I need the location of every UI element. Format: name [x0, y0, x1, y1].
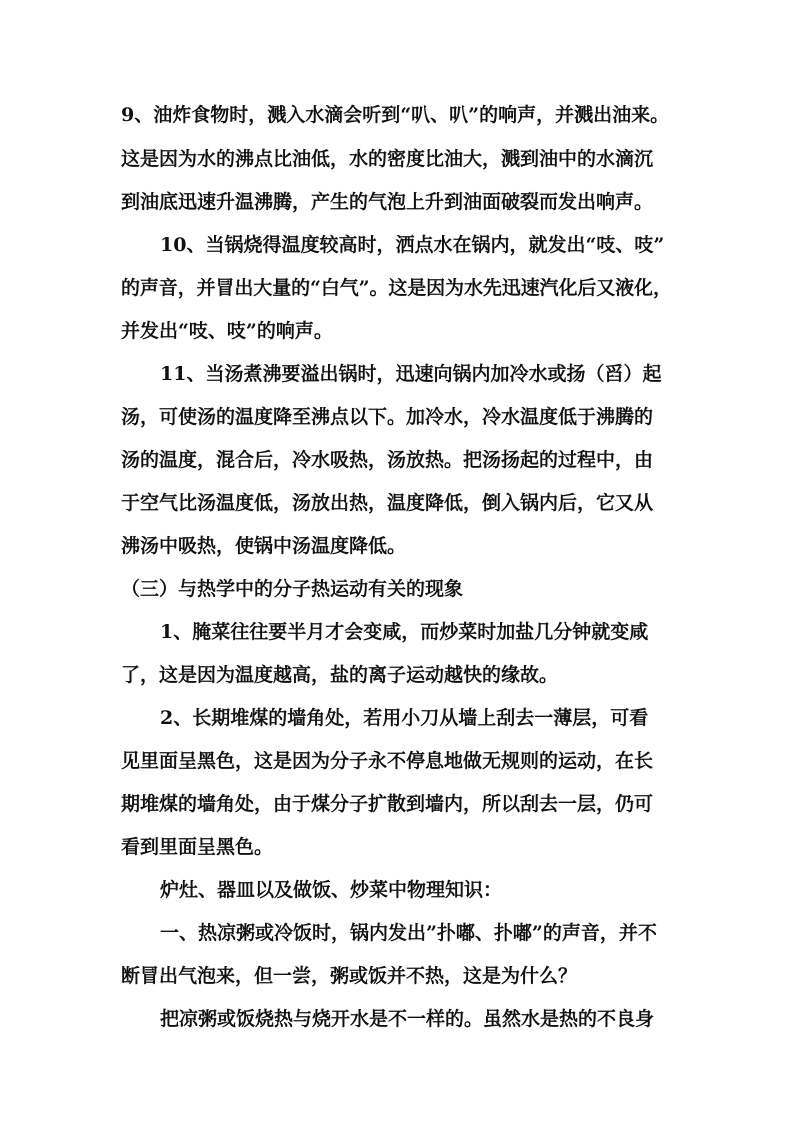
- text-line-6: 并发出“吱、吱”的响声。: [121, 320, 333, 342]
- text-line-20: 一、热凉粥或冷饭时，锅内发出”扑嘟、扑嘟”的声音，并不: [160, 922, 657, 944]
- text-line-17: 期堆煤的墙角处，由于煤分子扩散到墙内，所以刮去一层，仍可: [121, 793, 654, 815]
- text-line-9: 汤的温度，混合后，冷水吸热，汤放热。把汤扬起的过程中，由: [121, 449, 654, 471]
- text-line-2: 这是因为水的沸点比油低，水的密度比油大，溅到油中的水滴沉: [121, 148, 654, 170]
- text-line-14: 了，这是因为温度越高，盐的离子运动越快的缘故。: [121, 664, 559, 686]
- text-line-21: 断冒出气泡来，但一尝，粥或饭并不热，这是为什么？: [121, 965, 578, 987]
- subheading-kitchen-physics: 炉灶、器皿以及做饭、炒菜中物理知识：: [160, 879, 503, 901]
- text-line-15: 2、长期堆煤的墙角处，若用小刀从墙上刮去一薄层，可看: [160, 707, 649, 729]
- section-heading: （三）与热学中的分子热运动有关的现象: [121, 578, 464, 600]
- text-line-3: 到油底迅速升温沸腾，产生的气泡上升到油面破裂而发出响声。: [121, 191, 654, 213]
- text-line-13: 1、腌菜往往要半月才会变咸，而炒菜时加盐几分钟就变咸: [160, 621, 649, 643]
- text-line-10: 于空气比汤温度低，汤放出热，温度降低，倒入锅内后，它又从: [121, 492, 654, 514]
- text-line-8: 汤，可使汤的温度降至沸点以下。加冷水，冷水温度低于沸腾的: [121, 406, 654, 428]
- text-line-11: 沸汤中吸热，使锅中汤温度降低。: [121, 535, 407, 557]
- text-line-18: 看到里面呈黑色。: [121, 836, 274, 858]
- text-line-5: 的声音，并冒出大量的“白气”。这是因为水先迅速汽化后又液化，: [121, 277, 672, 299]
- text-line-16: 见里面呈黑色，这是因为分子永不停息地做无规则的运动，在长: [121, 750, 654, 772]
- text-line-1: 9、油炸食物时，溅入水滴会听到“叭、叭”的响声，并溅出油来。: [121, 104, 670, 126]
- text-line-4: 10、当锅烧得温度较高时，洒点水在锅内，就发出“吱、吱”: [160, 234, 665, 256]
- text-line-22: 把凉粥或饭烧热与烧开水是不一样的。虽然水是热的不良身: [160, 1008, 655, 1030]
- text-line-7: 11、当汤煮沸要溢出锅时，迅速向锅内加冷水或扬（舀）起: [160, 363, 662, 385]
